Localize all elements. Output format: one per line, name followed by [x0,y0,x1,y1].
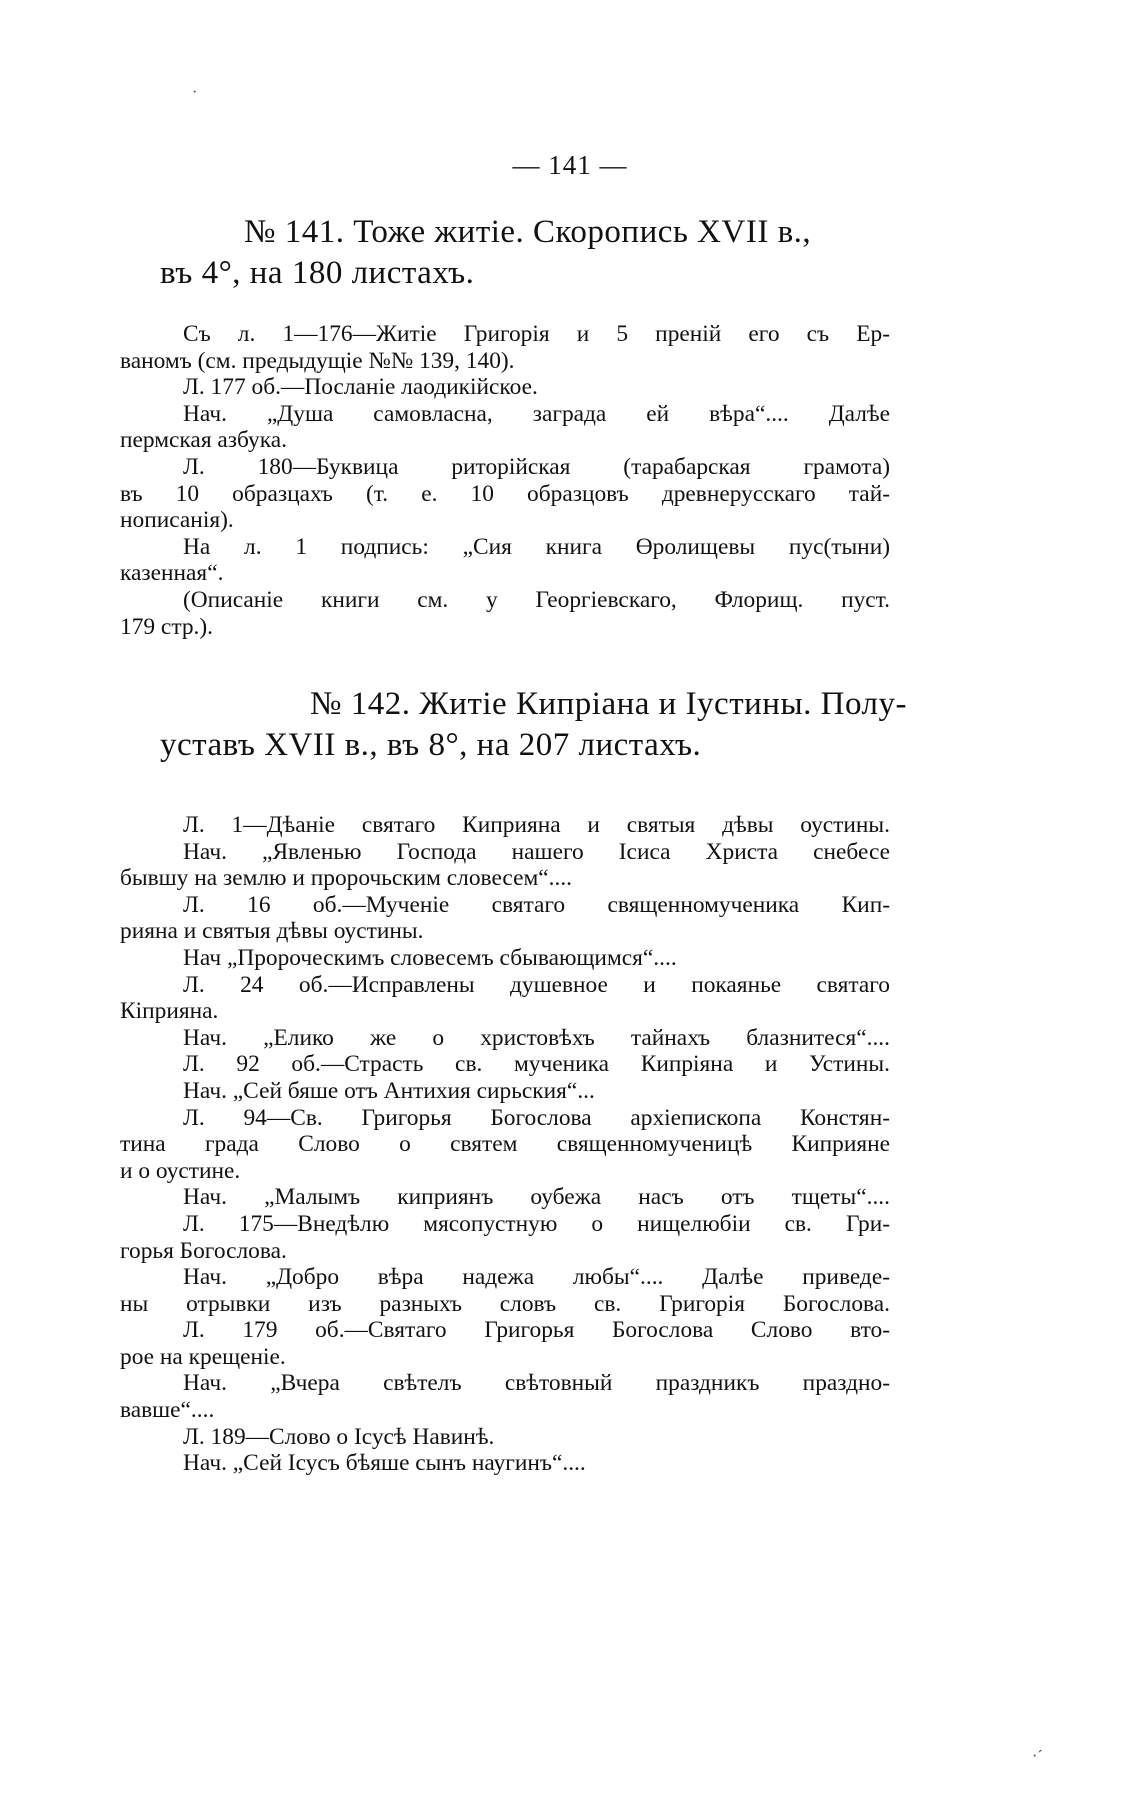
entry-142-line: рое на крещеніе. [120,1343,286,1370]
entry-142-line: Нач. „Малымъ киприянъ оубежа насъ отъ тщеты“.... [183,1184,890,1211]
page-number: — 141 — [512,150,628,180]
entry-142-title-line-1: № 142. Житіе Кипріана и Іустины. Полу- [310,686,907,722]
entry-141-line: пермская азбука. [120,427,287,454]
entry-142-line: ны отрывки изъ разныхъ словъ св. Григорія Богослова. [120,1290,890,1317]
entry-142-line: Нач. „Сей Ісусъ бѣяше сынъ наугинъ“.... [183,1450,586,1477]
entry-142-line: вавше“.... [120,1397,215,1424]
entry-142-line: Л. 24 об.—Исправлены душевное и покаянье святаго [183,971,890,998]
entry-141-line: На л. 1 подпись: „Сия книга Өролищевы пус(тыни) [183,533,890,560]
entry-142-title [160,684,907,766]
entry-142-line: бывшу на землю и пророчьским словесем“.... [120,865,573,892]
entry-141-line: казенная“. [120,560,224,587]
entry-142-line: Л. 175—Внедѣлю мясопустную о нищелюбіи св. Гри- [183,1210,890,1237]
entry-142-line: горья Богослова. [120,1237,287,1264]
entry-141-line: (Описаніе книги см. у Георгіевскаго, Флорищ. пуст. [183,586,890,613]
entry-142-line: Нач. „Добро вѣра надежа любы“.... Далѣе приведе- [183,1264,890,1291]
entry-142-line: и о оустине. [120,1157,241,1184]
entry-142-line: Нач. „Явленью Господа нашего Ісиса Христа снебесе [183,838,890,865]
entry-142-line: Нач. „Елико же о христовѣхъ тайнахъ блазнитеся“.... [183,1024,890,1051]
entry-141-line: Л. 180—Буквица риторійская (тарабарская грамота) [183,453,890,480]
entry-141-line: Л. 177 об.—Посланіе лаодикійское. [183,374,538,401]
entry-141-line: Съ л. 1—176—Житіе Григорія и 5 преній его съ Ер- [183,321,890,347]
entry-141-line: 179 стр.). [120,613,214,640]
entry-142-line: Нач „Пророческимъ словесемъ сбывающимся“.... [183,944,677,971]
entry-141-title-line-2: въ 4°, на 180 листахъ. [160,255,475,291]
entry-142-line: Л. 16 об.—Мученіе святаго священномученика Кип- [183,891,890,918]
entry-142-line: Кіприяна. [120,998,219,1025]
entry-142-line: Нач. „Сей бяше отъ Антихия сирьския“... [183,1077,595,1104]
entry-141-title [160,212,900,294]
scan-speck: · [192,84,198,101]
entry-142-line: Л. 92 об.—Страсть св. мученика Кипріяна и Устины. [183,1051,890,1078]
entry-141-line: Нач. „Душа самовласна, заграда ей вѣра“.... Далѣе [183,400,890,427]
entry-142-line: Л. 189—Слово о Ісусѣ Навинѣ. [183,1423,495,1450]
entry-141-title-line-1: № 141. Тоже житіе. Скоропись XVII в., [244,214,812,250]
entry-141-body [120,321,890,640]
entry-142-body [120,812,890,1477]
entry-142-line: Нач. „Вчера свѣтелъ свѣтовный праздникъ праздно- [183,1370,890,1397]
entry-141-line: въ 10 образцахъ (т. е. 10 образцовъ древнерусскаго тай- [120,480,890,507]
entry-141-line: ваномъ (см. предыдущіе №№ 139, 140). [120,347,515,374]
entry-142-line: Л. 94—Св. Григорья Богослова архіепископа Констян- [183,1104,890,1131]
entry-142-title-line-2: уставъ XVII в., въ 8°, на 207 листахъ. [160,727,702,763]
entry-142-line: Л. 1—Дѣаніе святаго Киприяна и святыя дѣвы оустины. [183,812,890,838]
entry-142-line: рияна и святыя дѣвы оустины. [120,918,424,945]
entry-142-line: тина града Слово о святем священномученицѣ Киприяне [120,1131,890,1158]
entry-142-line: Л. 179 об.—Святаго Григорья Богослова Слово вто- [183,1317,890,1344]
entry-141-line: нописанія). [120,507,234,534]
scan-speck: ·ˊ [1032,1748,1043,1765]
